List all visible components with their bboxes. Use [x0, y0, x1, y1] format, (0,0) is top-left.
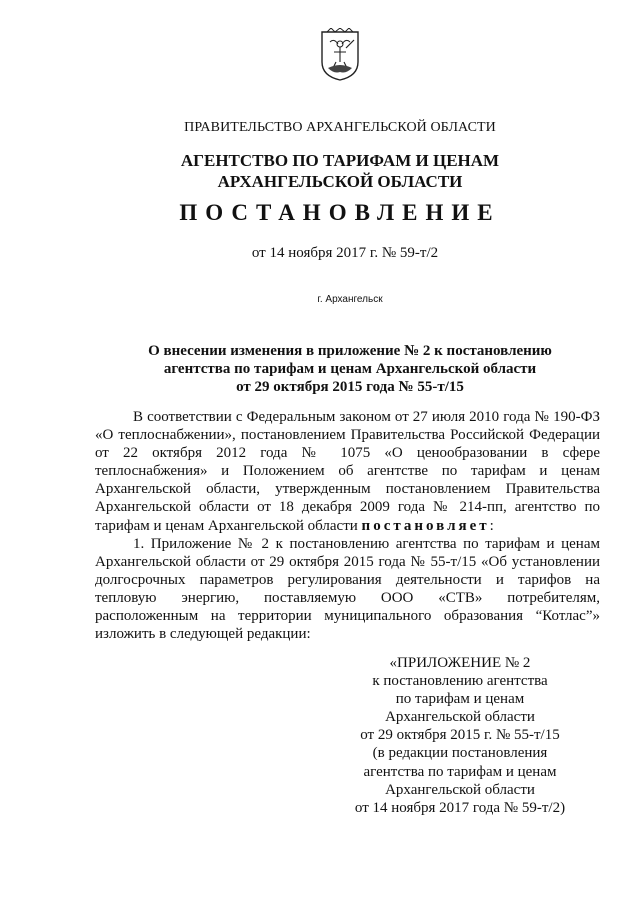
preamble-paragraph: [95, 408, 600, 535]
city-name: г. Архангельск: [317, 294, 383, 305]
appendix-line: к постановлению агентства: [372, 673, 548, 690]
agency-name: [0, 150, 640, 192]
document-date-number: от 14 ноября 2017 г. № 59-т/2: [251, 245, 439, 261]
appendix-line: от 29 октября 2015 г. № 55-т/15: [360, 727, 560, 744]
document-type-title: ПОСТАНОВЛЕНИЕ: [179, 200, 501, 225]
agency-name-line: АГЕНТСТВО ПО ТАРИФАМ И ЦЕНАМ: [180, 151, 500, 170]
preamble-end: :: [489, 517, 494, 534]
agency-name-line: АРХАНГЕЛЬСКОЙ ОБЛАСТИ: [217, 172, 463, 191]
subject-line: О внесении изменения в приложение № 2 к постановлению: [148, 343, 552, 359]
appendix-line: Архангельской области: [385, 781, 535, 798]
appendix-heading: [340, 654, 580, 817]
preamble-text: В соответствии с Федеральным законом от 27 июля 2010 года № 190-ФЗ «О теплоснабжении», постановлением Правительства Российской Федерации от 22 октября 2012 года № 1075 «О ценообразовании в сфере теплоснабжения» и Положением об агентстве по тарифам и ценам Архангельской области, утвержденным постановлением Правительства Архангельской области от 18 декабря 2009 года № 214-пп, агентство по тарифам и ценам Архангельской области: [95, 409, 600, 534]
appendix-line: агентства по тарифам и ценам: [363, 763, 557, 780]
document-subject: [120, 342, 580, 396]
clause-1-paragraph: 1. Приложение № 2 к постановлению агентства по тарифам и ценам Архангельской области от 29 октября 2015 года № 55-т/15 «Об установлении долгосрочных параметров регулирования деятельности и тарифов на тепловую энергию, поставляемую ООО «СТВ» потребителям, расположенным на территории муниципального образования “Котлас”» изложить в следующей редакции:: [95, 535, 600, 643]
document-body: [95, 408, 600, 643]
appendix-line: «ПРИЛОЖЕНИЕ № 2: [389, 655, 531, 671]
appendix-line: от 14 ноября 2017 года № 59-т/2): [354, 799, 566, 816]
resolves-word: постановляет: [361, 517, 490, 534]
subject-line: от 29 октября 2015 года № 55-т/15: [236, 379, 464, 395]
appendix-line: по тарифам и ценам: [395, 691, 525, 708]
government-name: ПРАВИТЕЛЬСТВО АРХАНГЕЛЬСКОЙ ОБЛАСТИ: [184, 120, 496, 135]
coat-of-arms-icon: [318, 28, 362, 82]
appendix-line: Архангельской области: [385, 709, 535, 726]
appendix-line: (в редакции постановления: [372, 745, 548, 762]
subject-line: агентства по тарифам и ценам Архангельской области: [163, 361, 537, 377]
